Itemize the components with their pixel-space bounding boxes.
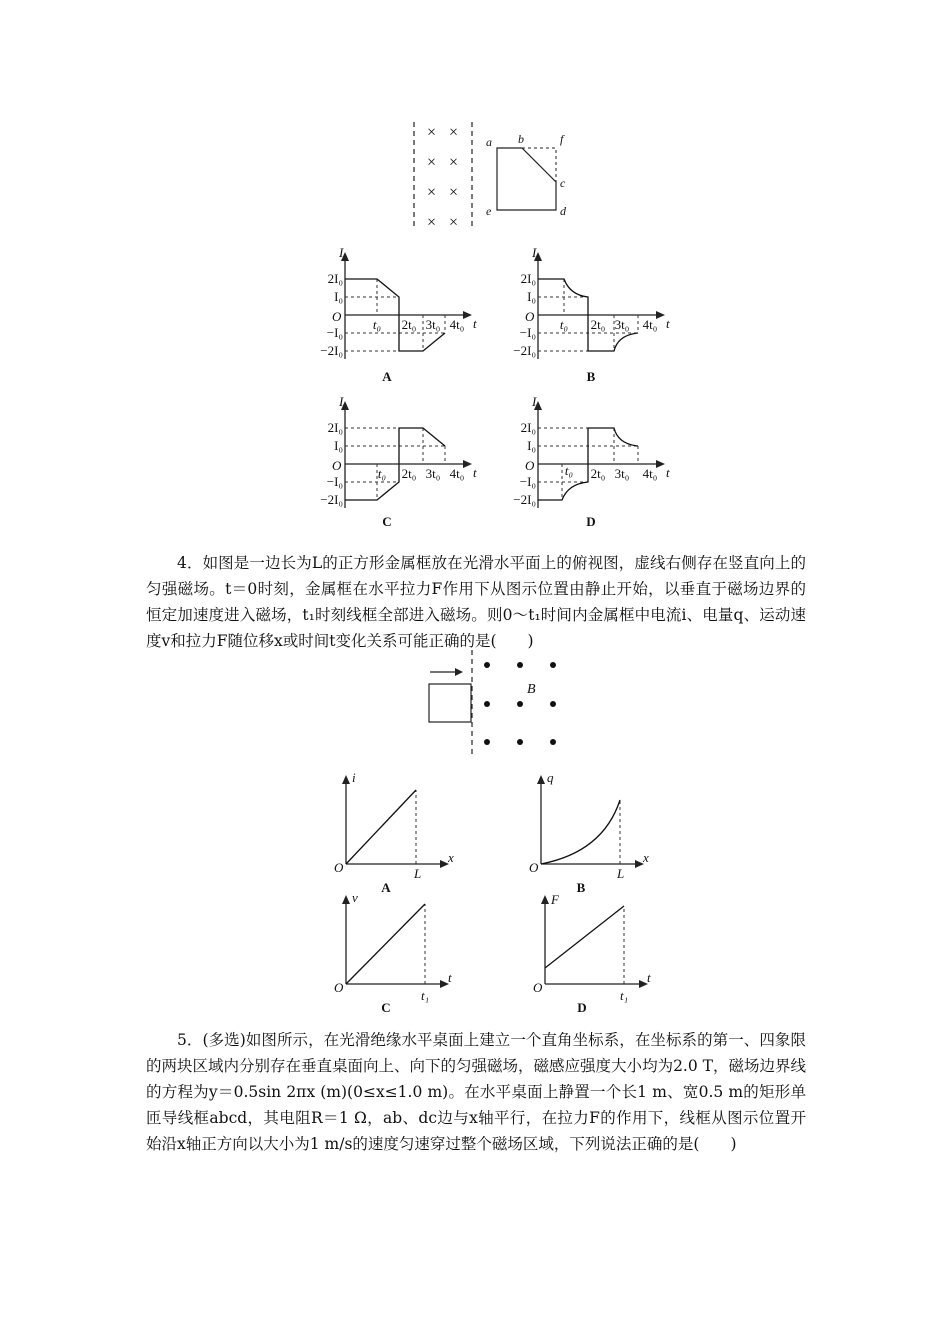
svg-text:C: C bbox=[382, 514, 392, 529]
svg-text:i: i bbox=[352, 770, 356, 785]
svg-text:I₀: I₀ bbox=[334, 289, 343, 304]
svg-text:2t₀: 2t₀ bbox=[401, 466, 417, 481]
svg-text:3t₀: 3t₀ bbox=[425, 466, 441, 481]
svg-text:−2I₀: −2I₀ bbox=[513, 343, 536, 358]
svg-text:4t₀: 4t₀ bbox=[642, 317, 658, 332]
svg-text:x: x bbox=[448, 850, 454, 865]
svg-text:2I₀: 2I₀ bbox=[327, 420, 343, 435]
svg-text:2t₀: 2t₀ bbox=[401, 317, 417, 332]
q4-axes bbox=[342, 895, 449, 988]
svg-text:−I₀: −I₀ bbox=[519, 325, 536, 340]
svg-text:O: O bbox=[334, 980, 344, 995]
svg-text:−I₀: −I₀ bbox=[519, 474, 536, 489]
svg-text:t: t bbox=[666, 465, 670, 480]
svg-text:2t₀: 2t₀ bbox=[590, 317, 606, 332]
q3-graph-b bbox=[498, 247, 683, 385]
svg-text:B: B bbox=[527, 682, 536, 697]
question-4-text bbox=[146, 550, 806, 654]
svg-text:3t₀: 3t₀ bbox=[614, 317, 630, 332]
svg-text:×: × bbox=[449, 214, 459, 231]
svg-text:B: B bbox=[576, 880, 586, 895]
svg-text:2I₀: 2I₀ bbox=[520, 271, 536, 286]
q4-graph-b bbox=[523, 772, 663, 896]
svg-text:3t₀: 3t₀ bbox=[614, 466, 630, 481]
q4-axes bbox=[537, 775, 644, 868]
svg-text:O: O bbox=[525, 309, 535, 324]
svg-text:I: I bbox=[532, 245, 537, 260]
svg-text:4t₀: 4t₀ bbox=[449, 466, 465, 481]
svg-text:t₁: t₁ bbox=[620, 988, 629, 1003]
svg-text:D: D bbox=[586, 514, 596, 529]
svg-text:2t₀: 2t₀ bbox=[590, 466, 606, 481]
svg-text:O: O bbox=[334, 860, 344, 875]
svg-text:O: O bbox=[332, 309, 342, 324]
svg-text:v: v bbox=[352, 890, 358, 905]
q4-axes bbox=[541, 895, 648, 988]
svg-text:t: t bbox=[666, 316, 670, 331]
svg-text:t: t bbox=[473, 316, 477, 331]
svg-text:t₀: t₀ bbox=[372, 317, 382, 332]
svg-text:×: × bbox=[427, 124, 437, 141]
svg-text:a: a bbox=[486, 135, 492, 149]
svg-text:q: q bbox=[547, 770, 554, 785]
q4-axes bbox=[342, 775, 449, 868]
q3-graph-c bbox=[305, 396, 490, 534]
q4-graph-d bbox=[527, 892, 667, 1016]
svg-text:O: O bbox=[525, 458, 535, 473]
svg-text:L: L bbox=[617, 866, 625, 881]
svg-text:I: I bbox=[339, 394, 344, 409]
svg-text:×: × bbox=[427, 214, 437, 231]
q3-graph-a bbox=[305, 247, 490, 385]
question-4-number: 4． bbox=[177, 554, 203, 572]
q3-loop-figure bbox=[400, 118, 590, 236]
svg-text:d: d bbox=[560, 204, 566, 218]
svg-text:I: I bbox=[339, 245, 344, 260]
svg-text:−2I₀: −2I₀ bbox=[320, 492, 343, 507]
svg-text:×: × bbox=[449, 124, 459, 141]
svg-text:t: t bbox=[647, 970, 651, 985]
svg-text:−2I₀: −2I₀ bbox=[320, 343, 343, 358]
svg-text:x: x bbox=[643, 850, 649, 865]
svg-text:F: F bbox=[551, 892, 559, 907]
svg-text:4t₀: 4t₀ bbox=[449, 317, 465, 332]
svg-text:B: B bbox=[586, 369, 596, 384]
svg-text:t₀: t₀ bbox=[564, 463, 574, 478]
svg-text:A: A bbox=[382, 369, 392, 384]
svg-text:−2I₀: −2I₀ bbox=[513, 492, 536, 507]
svg-text:c: c bbox=[560, 176, 566, 190]
svg-text:2I₀: 2I₀ bbox=[327, 271, 343, 286]
svg-text:I₀: I₀ bbox=[527, 289, 536, 304]
q3-axes bbox=[341, 252, 472, 359]
svg-text:L: L bbox=[414, 866, 422, 881]
svg-text:C: C bbox=[381, 1000, 391, 1015]
q3-axes bbox=[534, 252, 665, 359]
svg-text:I₀: I₀ bbox=[334, 438, 343, 453]
svg-text:t₁: t₁ bbox=[421, 988, 430, 1003]
svg-text:×: × bbox=[427, 184, 437, 201]
svg-text:e: e bbox=[486, 204, 492, 218]
svg-text:×: × bbox=[449, 184, 459, 201]
svg-text:I₀: I₀ bbox=[527, 438, 536, 453]
svg-text:t₀: t₀ bbox=[377, 466, 387, 481]
svg-text:b: b bbox=[518, 132, 524, 146]
question-5-text bbox=[146, 1027, 806, 1157]
question-5-body: (多选)如图所示，在光滑绝缘水平桌面上建立一个直角坐标系，在坐标系的第一、四象限的两块区域内分别存在垂直桌面向上、向下的匀强磁场，磁感应强度大小均为2.0 T，磁场边界线的方程为y＝0.5sin 2πx (m)(0≤x≤1.0 m)。在水平桌面上静置一个长1 m、宽0.5 m的矩形单匝导线框abcd，其电阻R＝1 Ω，ab、dc边与x轴平行，在拉力F的作用下，线框从图示位置开始沿x轴正方向以大小为1 m/s的速度匀速穿过整个磁场区域，下列说法正确的是( ) bbox=[146, 1031, 806, 1153]
q3-axes bbox=[341, 401, 472, 508]
svg-text:D: D bbox=[577, 1000, 587, 1015]
svg-text:t: t bbox=[473, 465, 477, 480]
svg-text:I: I bbox=[532, 394, 537, 409]
q4-graph-c bbox=[328, 892, 468, 1016]
field-out-of-page-dots bbox=[484, 662, 556, 745]
q4-graph-a bbox=[328, 772, 468, 896]
svg-text:−I₀: −I₀ bbox=[326, 325, 343, 340]
field-into-page-marks bbox=[427, 124, 458, 231]
svg-text:O: O bbox=[332, 458, 342, 473]
question-5-number: 5． bbox=[177, 1031, 203, 1049]
svg-text:3t₀: 3t₀ bbox=[425, 317, 441, 332]
q3-graph-d bbox=[498, 396, 683, 534]
svg-text:O: O bbox=[529, 860, 539, 875]
q3-axes bbox=[534, 401, 665, 508]
svg-text:4t₀: 4t₀ bbox=[642, 466, 658, 481]
svg-text:t₀: t₀ bbox=[559, 317, 569, 332]
svg-text:f: f bbox=[560, 132, 564, 146]
svg-text:A: A bbox=[381, 880, 391, 895]
svg-text:2I₀: 2I₀ bbox=[520, 420, 536, 435]
svg-text:×: × bbox=[449, 154, 459, 171]
svg-text:O: O bbox=[533, 980, 543, 995]
question-4-body: 如图是一边长为L的正方形金属框放在光滑水平面上的俯视图，虚线右侧存在竖直向上的匀强磁场。t＝0时刻，金属框在水平拉力F作用下从图示位置由静止开始，以垂直于磁场边界的恒定加速度进入磁场，t₁时刻线框全部进入磁场。则0～t₁时间内金属框中电流i、电量q、运动速度v和拉力F随位移x或时间t变化关系可能正确的是( ) bbox=[146, 554, 806, 650]
q4-frame-figure bbox=[420, 648, 570, 760]
svg-text:×: × bbox=[427, 154, 437, 171]
svg-text:t: t bbox=[448, 970, 452, 985]
arrow-right-icon bbox=[430, 668, 463, 676]
svg-text:−I₀: −I₀ bbox=[326, 474, 343, 489]
